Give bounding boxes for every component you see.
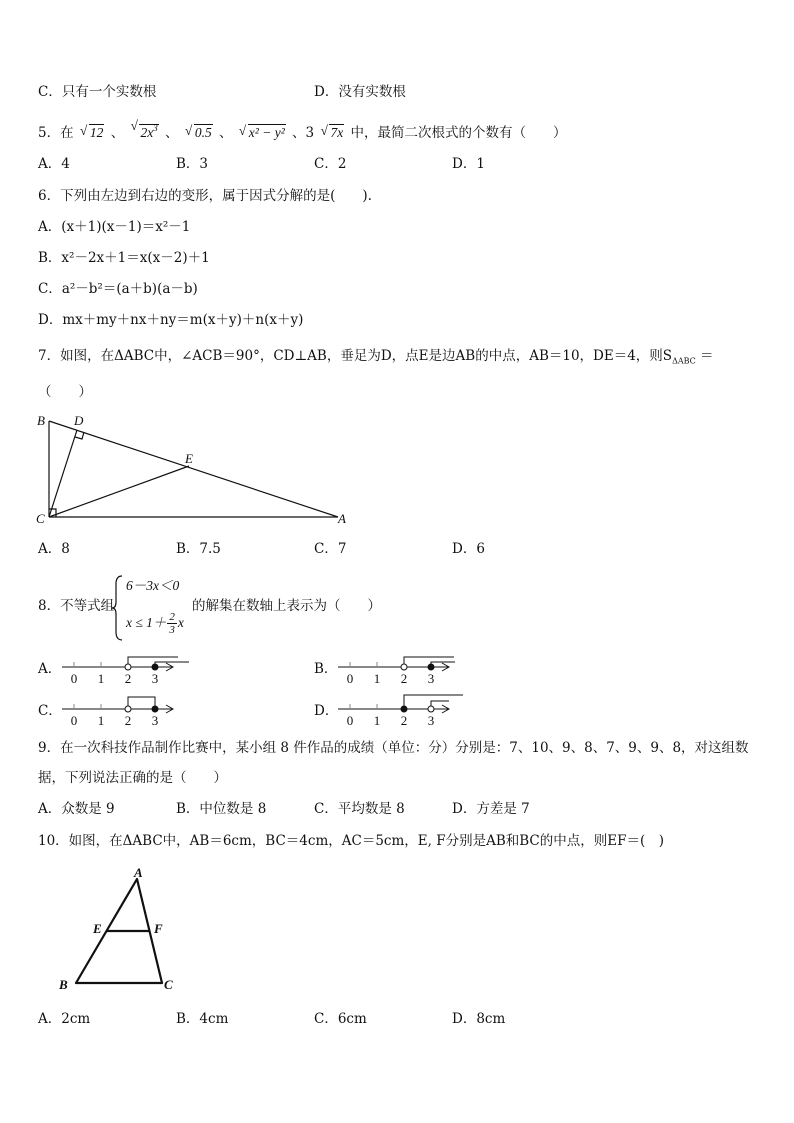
tick-label: 1 xyxy=(373,671,381,686)
sep: 、 xyxy=(219,125,233,141)
tick-label: 1 xyxy=(97,671,105,686)
q10-stem: 10．如图，在ΔABC中，AB＝6cm，BC＝4cm，AC＝5cm，E, F分别是AB和BC的中点，则EF＝( ) xyxy=(38,833,665,849)
tick-label: 2 xyxy=(124,671,132,686)
q5-prefix: 5．在 xyxy=(38,125,74,141)
q8-inequality-system xyxy=(112,574,202,642)
solution-bracket xyxy=(128,657,189,664)
q8-prefix: 8．不等式组 xyxy=(38,598,115,614)
tick-label: 0 xyxy=(70,671,78,686)
q9-option-d: D．方差是 7 xyxy=(452,801,530,817)
q7-triangle-figure xyxy=(30,405,360,535)
tick-label: 1 xyxy=(373,713,381,728)
filled-point-icon xyxy=(401,706,407,712)
q6-option-b: B．x²－2x＋1＝x(x－2)＋1 xyxy=(38,250,210,266)
tick-label: 2 xyxy=(400,671,408,686)
q8-number-line-a xyxy=(60,648,190,690)
label-a: A xyxy=(134,865,143,880)
inequality-2: x ≤ 1＋ $\frac{2}{3}$ x xyxy=(126,611,184,637)
q10-option-d: D．8cm xyxy=(452,1011,506,1027)
radical-2: √ $2x^3$ xyxy=(130,118,158,143)
q9-option-b: B．中位数是 8 xyxy=(176,801,267,817)
q6-option-d: D．mx＋my＋nx＋ny＝m(x＋y)＋n(x＋y) xyxy=(38,312,304,328)
q10-option-a: A．2cm xyxy=(38,1011,91,1027)
q5-option-a: A．4 xyxy=(38,156,70,172)
q8-number-line-b xyxy=(336,648,466,690)
label-c: C xyxy=(36,511,45,526)
q8-number-line-c xyxy=(60,690,190,732)
q7-option-b: B．7.5 xyxy=(176,541,221,557)
q8-option-d-label: D． xyxy=(314,703,339,719)
tick-label: 2 xyxy=(400,713,408,728)
radical-5: √ 7x xyxy=(320,123,344,143)
q8-option-c-label: C． xyxy=(38,703,62,719)
q8-suffix: 的解集在数轴上表示为（ ） xyxy=(192,598,381,614)
q7-stem: 7．如图，在ΔABC中，∠ACB＝90°，CD⊥AB，垂足为D，点E是边AB的中点，AB＝10，DE＝4，则$S_{\Delta ABC}$ ＝ xyxy=(38,348,714,366)
filled-point-icon xyxy=(152,664,158,670)
label-d: D xyxy=(74,413,84,428)
q8-option-a-label: A． xyxy=(38,661,62,677)
q7-subscript: ΔABC xyxy=(672,356,696,366)
q8-option-b-label: B． xyxy=(314,661,338,677)
open-point-icon xyxy=(401,664,407,670)
q10-triangle-figure xyxy=(50,865,190,995)
q4-option-d: D．没有实数根 xyxy=(314,84,406,100)
q8-number-line-d xyxy=(336,690,466,732)
q5-option-d: D．1 xyxy=(452,156,485,172)
q5-option-b: B．3 xyxy=(176,156,209,172)
tick-label: 3 xyxy=(151,671,159,686)
filled-point-icon xyxy=(428,664,434,670)
q5-stem xyxy=(38,118,566,143)
label-a: A xyxy=(338,511,346,526)
median-ce xyxy=(49,466,189,517)
q5-option-c: C．2 xyxy=(314,156,347,172)
q7-option-c: C．7 xyxy=(314,541,347,557)
q7-answer-paren: （ ） xyxy=(38,384,92,400)
q9-option-c: C．平均数是 8 xyxy=(314,801,405,817)
sep: 、 xyxy=(110,125,125,141)
open-point-icon xyxy=(125,664,131,670)
radical-3: √ 0.5 xyxy=(185,123,213,143)
q10-option-b: B．4cm xyxy=(176,1011,229,1027)
fraction: $\frac{2}{3}$ xyxy=(169,611,175,637)
label-c: C xyxy=(164,977,173,992)
sep: 、3 xyxy=(292,125,315,141)
q4-option-c: C．只有一个实数根 xyxy=(38,84,157,100)
q9-stem-line2: 据，下列说法正确的是（ ） xyxy=(38,770,227,786)
tick-label: 0 xyxy=(346,713,354,728)
label-e: E xyxy=(93,921,102,936)
q7-option-d: D．6 xyxy=(452,541,485,557)
filled-point-icon xyxy=(152,706,158,712)
q6-stem: 6．下列由左边到右边的变形，属于因式分解的是( ). xyxy=(38,188,372,204)
q10-option-c: C．6cm xyxy=(314,1011,367,1027)
q6-option-c: C．a²－b²＝(a＋b)(a－b) xyxy=(38,281,198,297)
brace-icon xyxy=(112,574,124,642)
tick-label: 1 xyxy=(97,713,105,728)
open-point-icon xyxy=(428,706,434,712)
label-f: F xyxy=(154,921,163,936)
q9-option-a: A．众数是 9 xyxy=(38,801,115,817)
solution-bracket xyxy=(404,657,455,664)
altitude-cd xyxy=(49,430,77,517)
tick-label: 3 xyxy=(427,713,435,728)
sep: 、 xyxy=(165,125,179,141)
tick-label: 3 xyxy=(427,671,435,686)
q7-option-a: A．8 xyxy=(38,541,70,557)
label-b: B xyxy=(59,977,68,992)
radical-4: √ x² − y² xyxy=(239,123,286,143)
tick-label: 2 xyxy=(124,713,132,728)
tick-label: 0 xyxy=(346,671,354,686)
q9-stem-line1: 9．在一次科技作品制作比赛中，某小组 8 件作品的成绩（单位：分）分别是：7、10、9、8、7、9、9、8，对这组数 xyxy=(38,740,749,756)
q6-option-a: A．(x＋1)(x－1)＝x²－1 xyxy=(38,219,191,235)
inequality-1: 6－3x＜0 xyxy=(126,578,180,593)
open-point-icon xyxy=(125,706,131,712)
solution-bracket xyxy=(128,697,155,706)
tick-label: 0 xyxy=(70,713,78,728)
solution-bracket xyxy=(404,695,463,706)
edge-ab xyxy=(49,421,338,517)
label-e: E xyxy=(185,451,193,466)
label-b: B xyxy=(37,413,45,428)
q5-suffix: 中，最简二次根式的个数有（ ） xyxy=(350,125,567,141)
radical-1: √ 12 xyxy=(80,123,105,143)
tick-label: 3 xyxy=(151,713,159,728)
